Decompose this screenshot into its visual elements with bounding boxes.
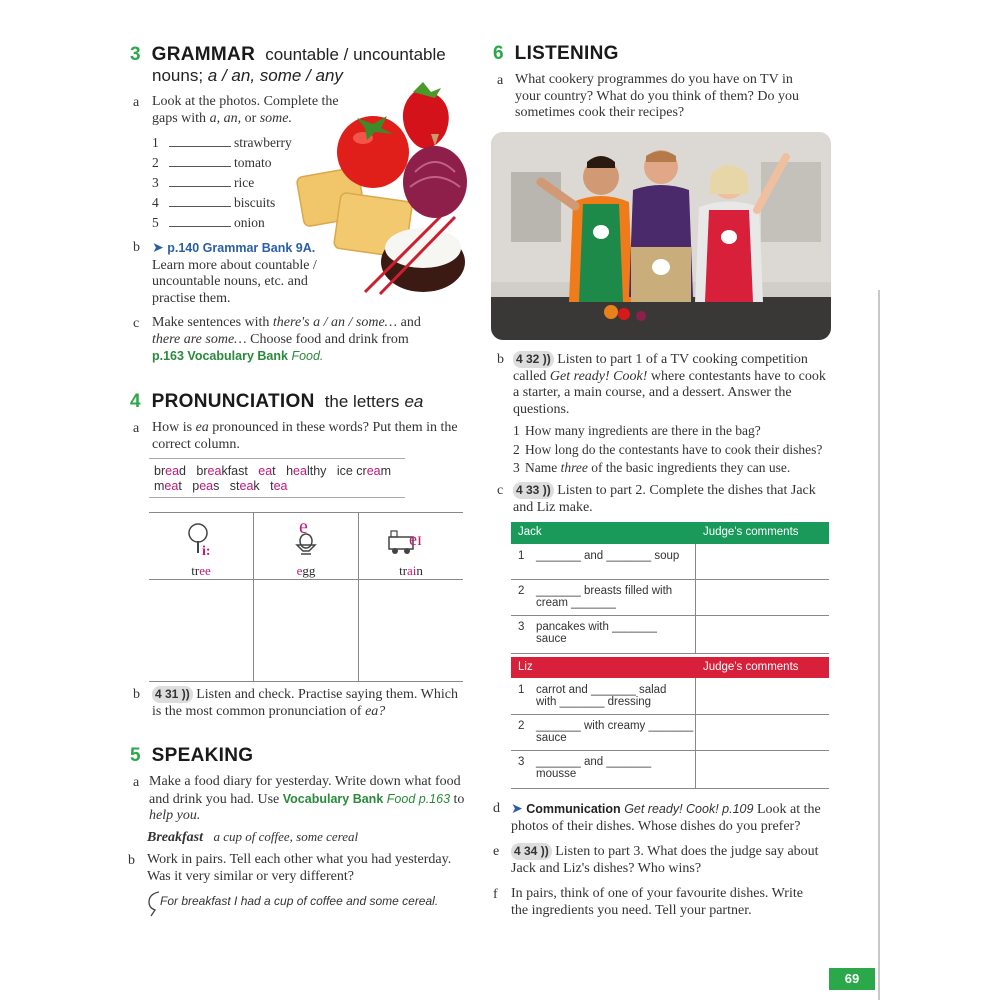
- exercise-letter: c: [497, 483, 504, 498]
- exercise-letter: a: [133, 421, 140, 436]
- list-item: 2 How long do the contestants have to cook their dishes?: [513, 441, 823, 457]
- section-number: 5: [130, 745, 141, 766]
- list-item: 4 biscuits: [152, 195, 276, 210]
- section-3-subtitle-line2: nouns; a / an, some / any: [152, 66, 343, 85]
- dish-text: pancakes with _______ sauce: [536, 621, 657, 645]
- exercise-letter: b: [133, 687, 140, 702]
- exercise-6d-text: ➤ Communication Get ready! Cook! p.109 Look at the photos of their dishes. Whose dishes do you prefer?: [511, 800, 821, 834]
- answer-blank[interactable]: [169, 155, 231, 167]
- vocabulary-bank-link[interactable]: p.163 Vocabulary Bank: [152, 349, 288, 363]
- list-item: 1 How many ingredients are there in the bag?: [513, 423, 761, 438]
- list-item: 1 strawberry: [152, 135, 292, 150]
- word: ice cream: [336, 464, 392, 478]
- exercise-3b-text: ➤ p.140 Grammar Bank 9A. Learn more about countable / uncountable nouns, etc. and practise them.: [152, 239, 317, 306]
- word: meat: [154, 479, 182, 493]
- exercise-3a-text: Look at the photos. Complete the gaps with a, an, or some.: [152, 94, 339, 126]
- exercise-letter: b: [497, 352, 504, 367]
- breakfast-example: Breakfast a cup of coffee, some cereal: [147, 829, 359, 845]
- exercise-5a-text: Make a food diary for yesterday. Write down what food and drink you had. Use Vocabulary Bank Food p.163 to help you.: [149, 774, 465, 823]
- audio-track-button[interactable]: 4 32 )): [513, 351, 554, 368]
- egg-icon: [291, 515, 321, 557]
- list-item: 2 tomato: [152, 155, 272, 170]
- liz-table: [511, 657, 829, 789]
- table-header-label: Jack: [518, 526, 542, 538]
- section-subtitle: countable / uncountable: [265, 45, 446, 64]
- svg-text:eɪ: eɪ: [409, 529, 422, 549]
- list-item: 3 Name three of the basic ingredients they can use.: [513, 460, 791, 475]
- section-title: SPEAKING: [151, 745, 254, 766]
- grammar-bank-link[interactable]: p.140 Grammar Bank 9A.: [167, 241, 316, 255]
- list-item: 5 onion: [152, 215, 265, 230]
- section-number: 6: [493, 43, 504, 64]
- svg-text:i:: i:: [202, 544, 211, 557]
- answer-blank[interactable]: [169, 195, 231, 207]
- table-row: 2: [518, 720, 525, 732]
- word-row-1: [154, 464, 391, 478]
- audio-track-button[interactable]: 4 34 )): [511, 843, 552, 860]
- section-3-heading: [130, 44, 446, 66]
- speaker-icon: )): [181, 687, 190, 701]
- table-row: 1: [518, 550, 525, 562]
- photo-illustration: [491, 132, 831, 340]
- dish-text: _______ and _______ mousse: [536, 756, 652, 780]
- sound-table: [149, 512, 463, 682]
- word: bread: [154, 464, 186, 478]
- section-number: 3: [130, 44, 141, 65]
- exercise-6c-text: 4 33 )) Listen to part 2. Complete the dishes that Jack and Liz make.: [513, 483, 816, 515]
- table-row: 3: [518, 756, 525, 768]
- exercise-letter: a: [497, 73, 504, 88]
- page-number: 69: [829, 968, 875, 990]
- table-row: 3: [518, 621, 525, 633]
- exercise-letter: b: [128, 853, 135, 868]
- exercise-6a-text: What cookery programmes do you have on TV in your country? What do you think of them? Do you sometimes cook their recipes?: [515, 72, 799, 120]
- audio-track-button[interactable]: 4 31 )): [152, 686, 193, 703]
- exercise-4a-text: How is ea pronounced in these words? Put them in the correct column.: [152, 420, 458, 452]
- audio-track-button[interactable]: 4 33 )): [513, 482, 554, 499]
- speech-bubble-icon: [147, 890, 161, 918]
- section-4-heading: 4 PRONUNCIATION the letters ea: [130, 391, 424, 412]
- section-title: LISTENING: [514, 43, 619, 64]
- section-5-heading: [130, 745, 253, 767]
- dish-text: _______ breasts filled with cream _______: [536, 585, 673, 609]
- exercise-letter: e: [493, 844, 500, 859]
- svg-text:e: e: [299, 516, 308, 538]
- dish-text: _______ and _______ soup: [536, 550, 680, 562]
- word: peas: [192, 479, 220, 493]
- table-header-label: Liz: [518, 661, 533, 673]
- arrow-right-icon: ➤: [152, 239, 164, 255]
- gap-fill-list: [152, 135, 292, 235]
- exercise-6f-text: In pairs, think of one of your favourite dishes. Write the ingredients you need. Tell your partner.: [511, 886, 803, 918]
- speaker-icon: )): [542, 352, 551, 366]
- speech-example: For breakfast I had a cup of coffee and some cereal.: [160, 894, 439, 908]
- tree-icon: [185, 521, 215, 557]
- word: steak: [229, 479, 260, 493]
- exercise-letter: f: [493, 887, 498, 902]
- section-title: PRONUNCIATION: [151, 391, 315, 412]
- exercise-6b-text: 4 32 )) Listen to part 1 of a TV cooking competition called Get ready! Cook! where contestants have to cook a starter, a main course, and a dessert. Answer the questions.: [513, 352, 826, 417]
- answer-blank[interactable]: [169, 215, 231, 227]
- section-6-heading: [493, 43, 619, 65]
- word: breakfast: [196, 464, 248, 478]
- word-row-2: [154, 479, 287, 493]
- vocabulary-bank-link[interactable]: Vocabulary Bank: [282, 791, 384, 806]
- question-list: [513, 423, 843, 479]
- table-header-label: Judge's comments: [703, 661, 799, 673]
- dish-text: _______ with creamy _______ sauce: [536, 720, 694, 744]
- table-row: 2: [518, 585, 525, 597]
- exercise-letter: a: [133, 775, 140, 790]
- column-label-train: train: [399, 563, 423, 578]
- exercise-letter: a: [133, 95, 140, 110]
- table-row: 1: [518, 684, 525, 696]
- exercise-3c-text: Make sentences with there's a / an / some… and there are some… Choose food and drink from p.163 Vocabulary Bank Food.: [152, 315, 421, 363]
- table-header-label: Judge's comments: [703, 526, 799, 538]
- word: tea: [270, 479, 288, 493]
- train-icon: [387, 523, 433, 555]
- exercise-6e-text: 4 34 )) Listen to part 3. What does the judge say about Jack and Liz's dishes? Who wins?: [511, 844, 819, 876]
- section-title: GRAMMAR: [151, 44, 256, 65]
- word: eat: [258, 464, 276, 478]
- arrow-right-icon: ➤: [511, 800, 523, 816]
- communication-link[interactable]: Communication: [526, 802, 621, 816]
- answer-blank[interactable]: [169, 175, 231, 187]
- column-label-egg: egg: [296, 563, 316, 578]
- answer-blank[interactable]: [169, 135, 231, 147]
- exercise-4b-text: 4 31 )) Listen and check. Practise saying them. Which is the most common pronunciation of ea?: [152, 687, 458, 719]
- strawberry-shape: [403, 90, 449, 148]
- column-label-tree: tree: [191, 563, 211, 578]
- exercise-letter: b: [133, 240, 140, 255]
- speaker-icon: )): [540, 844, 549, 858]
- section-number: 4: [130, 391, 141, 412]
- exercise-letter: d: [493, 801, 500, 816]
- dish-text: carrot and _______ salad with _______ dressing: [536, 684, 667, 708]
- word: healthy: [286, 464, 327, 478]
- list-item: 3 rice: [152, 175, 255, 190]
- exercise-letter: c: [133, 316, 140, 331]
- jack-table: [511, 522, 829, 654]
- page-edge: [878, 290, 880, 1000]
- exercise-5b-text: Work in pairs. Tell each other what you had yesterday. Was it very similar or very different?: [147, 852, 452, 884]
- onion-shape: [403, 146, 467, 218]
- speaker-icon: )): [542, 483, 551, 497]
- tv-show-photo: [491, 132, 831, 340]
